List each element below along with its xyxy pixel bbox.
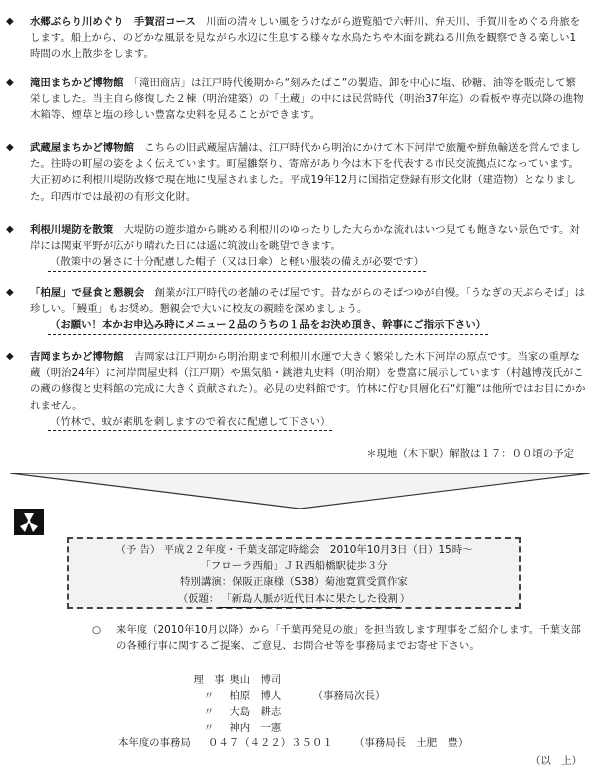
- item-text: [30, 140, 586, 205]
- item-title: 武蔵屋まちかど博物館: [30, 142, 134, 154]
- list-item: [6, 285, 586, 335]
- office-head: （事務局長 土肥 豊）: [354, 737, 469, 749]
- item-title: 利根川堤防を散策: [30, 224, 114, 236]
- director-roster: [192, 672, 385, 736]
- circle-bullet-icon: ○: [92, 624, 102, 636]
- list-item: [6, 14, 586, 63]
- item-text: [30, 75, 586, 124]
- table-row: [192, 688, 385, 704]
- diamond-bullet-icon: ◆: [6, 224, 14, 235]
- general-meeting-notice: [67, 537, 521, 609]
- notice-venue: 「フローラ西船」ＪＲ西船橋駅徒歩３分: [200, 560, 388, 573]
- lecture-topic: 「新島人脈が近代日本に果たした役割: [219, 591, 400, 608]
- notice-topic-line: [69, 591, 519, 608]
- roster-name: 大島 耕志: [229, 706, 282, 718]
- diamond-bullet-icon: ◆: [6, 77, 14, 88]
- list-item: [6, 349, 586, 431]
- introduction-text: 来年度（2010年10月以降）から「千葉再発見の旅」を担当致します理事をご紹介します。千葉支部の各種行事に関するご提案、ご意見、お問合せ等を事務局までお寄せ下さい。: [116, 624, 581, 653]
- table-row: [192, 704, 385, 720]
- item-note: （竹林で、蚊が素肌を刺しますので着衣に配慮して下さい）: [48, 414, 332, 431]
- diamond-bullet-icon: ◆: [6, 287, 14, 298]
- item-title: 吉岡まちかど博物館: [30, 351, 124, 363]
- item-note: （お願い！本かお申込み時にメニュー２品のうちの１品をお決め頂き、幹事にご指示下さい）: [48, 317, 488, 334]
- list-item: [6, 75, 586, 124]
- item-body: 大堤防の遊歩道から眺める利根川のゆったりした大らかな流れはいつ見ても飽きない景色です。対岸には関東平野が広がり晴れた日には遥に筑波山を眺望できます。: [30, 224, 580, 253]
- notice-line: （予 告） 平成２２年度・千葉支部定時総会 2010年10月3日（日）15時～: [115, 544, 473, 556]
- item-body: 吉岡家は江戸期から明治期まで利根川水運で大きく繁栄した木下河岸の原点です。当家の重厚な蔵（明治24年）に河岸問屋史料（江戸期）や黒気船・銚港丸史料（明治期）を豊富に展示しています（村越博茂氏がこの蔵の修復と史料館の完成に大きく貢献された）。必見の史料館です。竹林に佇む貝層化石“灯籠“は他所ではお目にかかれません。: [30, 351, 586, 412]
- diamond-bullet-icon: ◆: [6, 351, 14, 362]
- closing-mark: （以 上）: [530, 755, 582, 767]
- table-row: [192, 720, 385, 736]
- office-label: 本年度の事務局: [118, 737, 191, 749]
- roster-role: 〃: [203, 690, 215, 702]
- item-title: 「柏屋」で昼食と懇親会: [30, 287, 145, 299]
- item-text: [30, 222, 586, 272]
- item-body: 川面の清々しい風をうけながら遊覧船で六軒川、弁天川、手賀川をめぐる舟旅をします。船上から、のどかな風景を見ながら水辺に生息する様々な水鳥たちや木面を跳ねる川魚を観察できる楽しい1時間の水上散歩をします。: [30, 16, 581, 61]
- notice-lecture: 特別講演：保阪正康様（S38）菊池寛賞受賞作家: [180, 576, 408, 589]
- roster-role: 〃: [203, 722, 215, 734]
- dismissal-time: ＊現地（木下駅）解散は１７：００頃の予定: [366, 448, 574, 460]
- item-text: [30, 14, 586, 63]
- item-text: [30, 349, 586, 431]
- director-introduction: [92, 622, 592, 654]
- list-item: [6, 222, 586, 272]
- item-body: 創業が江戸時代の老舗のそば屋です。昔ながらのそばつゆが自慢。「うなぎの天ぷらそば」は珍しい。「鰻重」もお奨め。懇親会で大いに校友の親睦を深めましょう。: [30, 287, 586, 316]
- diamond-bullet-icon: ◆: [6, 142, 14, 153]
- item-title: 水郷ぶらり川めぐり 手賀沼コース: [30, 16, 196, 28]
- roster-note: （事務局次長）: [312, 690, 386, 702]
- section-separator: [10, 473, 590, 509]
- roster-role: 〃: [203, 706, 215, 718]
- item-body: こちらの旧武蔵屋店舗は、江戸時代から明治にかけて木下河岸で旅籠や鮮魚輸送を営んでました。往時の町屋の姿をよく伝えています。町屋雛祭り、寄席があり今は木下を代表する市民交流拠点になっています。大正初めに利根川堤防改修で現在地に曳屋されました。平成19年12月に国指定登録有形文化財（建造物）となりました。印西市では最初の有形文化財。: [30, 142, 581, 203]
- roster-name: 奥山 博司: [229, 674, 282, 686]
- roster-name: 柏原 博人: [229, 690, 282, 702]
- item-text: [30, 285, 586, 335]
- table-row: [192, 672, 385, 688]
- item-title: 滝田まちかど博物館: [30, 77, 124, 89]
- topic-suffix: ）: [399, 592, 411, 605]
- roster-name: 神内 一憲: [229, 722, 282, 734]
- diamond-bullet-icon: ◆: [6, 16, 14, 27]
- office-contact: [118, 735, 468, 751]
- list-item: [6, 140, 586, 205]
- roster-role: 理 事: [193, 674, 225, 686]
- office-phone: ０４７（４２２）３５０１: [208, 737, 333, 749]
- topic-prefix: （仮題：: [177, 592, 220, 605]
- item-note: （散策中の暑さに十分配慮した帽子（又は日傘）と軽い服装の備えが必要です）: [48, 254, 426, 271]
- radiation-trefoil-icon: [14, 509, 44, 535]
- item-body: 「滝田商店」は江戸時代後期から“刻みたばこ”の製造、卸を中心に塩、砂糖、油等を販売して繁栄しました。当主自ら修復した２棟（明治建築）の「土蔵」の中には民営時代（明治37年迄）の看板や専売以降の進物木箱等、煙草と塩の珍しい豊富な史料を見ることができます。: [30, 77, 584, 122]
